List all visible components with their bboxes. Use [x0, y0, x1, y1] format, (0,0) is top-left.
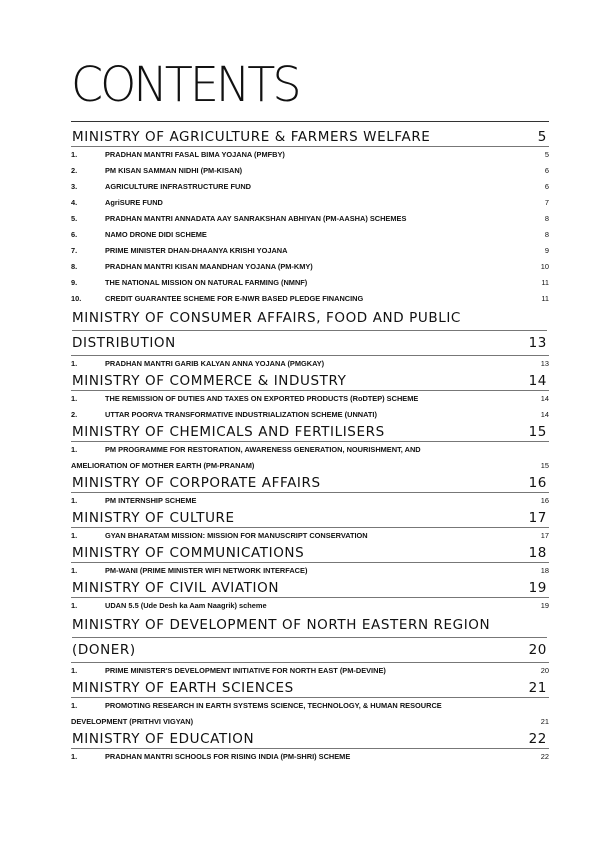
- toc-entry-line: [71, 458, 549, 474]
- entry-number: 9.: [71, 278, 78, 287]
- ministry-page-number: 14: [528, 373, 547, 389]
- toc-entry[interactable]: [71, 259, 549, 275]
- ministry-title: MINISTRY OF AGRICULTURE & FARMERS WELFARE: [72, 129, 431, 145]
- entry-page-number: 13: [540, 359, 549, 368]
- toc-entry[interactable]: [71, 147, 549, 163]
- entry-title: GYAN BHARATAM MISSION: MISSION FOR MANUSCRIPT CONSERVATION: [105, 531, 368, 540]
- entry-page-number: 10: [540, 262, 549, 271]
- entry-title: PRADHAN MANTRI ANNADATA AAY SANRAKSHAN ABHIYAN (PM-AASHA) SCHEMES: [105, 214, 407, 223]
- ministry-heading[interactable]: [71, 679, 549, 698]
- entry-page-number: 6: [544, 182, 549, 191]
- toc-entry[interactable]: [71, 528, 549, 544]
- entry-page-number: 8: [544, 230, 549, 239]
- table-of-contents: [71, 128, 549, 765]
- ministry-heading[interactable]: [71, 474, 549, 493]
- entry-page-number: 9: [544, 246, 549, 255]
- ministry-title: MINISTRY OF CONSUMER AFFAIRS, FOOD AND PUBLIC: [72, 307, 547, 331]
- entry-number: 1.: [71, 359, 78, 368]
- ministry-title: MINISTRY OF CIVIL AVIATION: [72, 580, 280, 596]
- entry-page-number: 5: [544, 150, 549, 159]
- entry-title: AgriSURE FUND: [105, 198, 163, 207]
- toc-entry[interactable]: [71, 227, 549, 243]
- entry-title: PM-WANI (PRIME MINISTER WIFI NETWORK INTERFACE): [105, 566, 308, 575]
- entry-title: PM PROGRAMME FOR RESTORATION, AWARENESS GENERATION, NOURISHMENT, AND: [105, 445, 421, 454]
- ministry-heading[interactable]: [71, 579, 549, 598]
- entry-number: 1.: [71, 496, 78, 505]
- toc-entry[interactable]: [71, 179, 549, 195]
- ministry-heading[interactable]: [71, 128, 549, 147]
- entry-page-number: 7: [544, 198, 549, 207]
- entry-number: 3.: [71, 182, 78, 191]
- toc-entry[interactable]: [71, 563, 549, 579]
- entry-title: THE NATIONAL MISSION ON NATURAL FARMING (NMNF): [105, 278, 308, 287]
- entry-number: 7.: [71, 246, 78, 255]
- entry-title: PRADHAN MANTRI GARIB KALYAN ANNA YOJANA (PMGKAY): [105, 359, 325, 368]
- ministry-page-number: 17: [528, 510, 547, 526]
- ministry-heading[interactable]: [71, 730, 549, 749]
- toc-entry[interactable]: [71, 163, 549, 179]
- entry-page-number: 11: [541, 294, 549, 303]
- entry-title: UTTAR POORVA TRANSFORMATIVE INDUSTRIALIZATION SCHEME (UNNATI): [105, 410, 377, 419]
- toc-entry[interactable]: [71, 493, 549, 509]
- ministry-title: MINISTRY OF EARTH SCIENCES: [72, 680, 294, 696]
- entry-title-cont: AMELIORATION OF MOTHER EARTH (PM-PRANAM): [71, 461, 255, 470]
- toc-entry[interactable]: [71, 291, 549, 307]
- toc-entry[interactable]: [71, 243, 549, 259]
- toc-entry-line: [71, 442, 549, 458]
- toc-entry-line: [71, 714, 549, 730]
- entry-page-number: 8: [544, 214, 549, 223]
- ministry-page-number: 21: [528, 680, 547, 696]
- ministry-page-number: 22: [528, 731, 547, 747]
- entry-page-number: 6: [544, 166, 549, 175]
- entry-page-number: 15: [540, 461, 549, 470]
- entry-title: PRADHAN MANTRI SCHOOLS FOR RISING INDIA (PM-SHRI) SCHEME: [105, 752, 351, 761]
- ministry-title-cont: [72, 331, 547, 355]
- entry-number: 6.: [71, 230, 78, 239]
- toc-entry[interactable]: [71, 749, 549, 765]
- ministry-heading[interactable]: [71, 509, 549, 528]
- ministry-title: MINISTRY OF DEVELOPMENT OF NORTH EASTERN REGION: [72, 614, 547, 638]
- ministry-page-number: 5: [537, 129, 547, 145]
- ministry-page-number: 20: [528, 642, 547, 658]
- ministry-heading[interactable]: [71, 614, 549, 663]
- entry-title-cont: DEVELOPMENT (PRITHVI VIGYAN): [71, 717, 194, 726]
- ministry-title-cont: [72, 638, 547, 662]
- toc-entry[interactable]: [71, 598, 549, 614]
- ministry-title: MINISTRY OF COMMERCE & INDUSTRY: [72, 373, 347, 389]
- entry-number: 5.: [71, 214, 78, 223]
- toc-entry[interactable]: [71, 195, 549, 211]
- entry-number: 1.: [71, 752, 78, 761]
- entry-title: PRIME MINISTER'S DEVELOPMENT INITIATIVE FOR NORTH EAST (PM-DEVINE): [105, 666, 386, 675]
- entry-number: 2.: [71, 410, 78, 419]
- entry-title: CREDIT GUARANTEE SCHEME FOR E-NWR BASED PLEDGE FINANCING: [105, 294, 364, 303]
- entry-number: 8.: [71, 262, 78, 271]
- entry-title: NAMO DRONE DIDI SCHEME: [105, 230, 207, 239]
- entry-title: THE REMISSION OF DUTIES AND TAXES ON EXPORTED PRODUCTS (RoDTEP) SCHEME: [105, 394, 419, 403]
- ministry-title: MINISTRY OF CULTURE: [72, 510, 235, 526]
- toc-entry[interactable]: [71, 442, 549, 474]
- entry-title: AGRICULTURE INFRASTRUCTURE FUND: [105, 182, 252, 191]
- toc-entry[interactable]: [71, 275, 549, 291]
- ministry-heading[interactable]: [71, 372, 549, 391]
- ministry-page-number: 18: [528, 545, 547, 561]
- entry-page-number: 17: [540, 531, 549, 540]
- toc-entry[interactable]: [71, 407, 549, 423]
- entry-title: UDAN 5.5 (Ude Desh ka Aam Naagrik) scheme: [105, 601, 267, 610]
- entry-title: PROMOTING RESEARCH IN EARTH SYSTEMS SCIENCE, TECHNOLOGY, & HUMAN RESOURCE: [105, 701, 442, 710]
- entry-number: 1.: [71, 394, 78, 403]
- toc-entry[interactable]: [71, 663, 549, 679]
- page-title: CONTENTS: [71, 55, 299, 113]
- entry-page-number: 14: [540, 394, 549, 403]
- entry-number: 4.: [71, 198, 78, 207]
- toc-entry[interactable]: [71, 356, 549, 372]
- ministry-heading[interactable]: [71, 544, 549, 563]
- entry-page-number: 19: [540, 601, 549, 610]
- entry-number: 1.: [71, 566, 78, 575]
- entry-page-number: 16: [540, 496, 549, 505]
- entry-number: 10.: [71, 294, 82, 303]
- ministry-page-number: 19: [528, 580, 547, 596]
- entry-number: 1.: [71, 601, 78, 610]
- entry-page-number: 11: [541, 278, 549, 287]
- ministry-title: MINISTRY OF COMMUNICATIONS: [72, 545, 305, 561]
- entry-title: PM KISAN SAMMAN NIDHI (PM-KISAN): [105, 166, 243, 175]
- entry-page-number: 21: [540, 717, 549, 726]
- entry-title: PRIME MINISTER DHAN-DHAANYA KRISHI YOJANA: [105, 246, 288, 255]
- ministry-page-number: 15: [528, 424, 547, 440]
- ministry-title: MINISTRY OF CORPORATE AFFAIRS: [72, 475, 321, 491]
- entry-page-number: 22: [540, 752, 549, 761]
- toc-entry[interactable]: [71, 698, 549, 730]
- ministry-title: MINISTRY OF CHEMICALS AND FERTILISERS: [72, 424, 385, 440]
- toc-entry[interactable]: [71, 211, 549, 227]
- ministry-page-number: 16: [528, 475, 547, 491]
- ministry-title: MINISTRY OF EDUCATION: [72, 731, 255, 747]
- ministry-title-line2: DISTRIBUTION: [72, 335, 176, 351]
- entry-page-number: 20: [540, 666, 549, 675]
- entry-number: 1.: [71, 701, 78, 710]
- entry-number: 2.: [71, 166, 78, 175]
- entry-page-number: 14: [540, 410, 549, 419]
- ministry-title-line2: (DONER): [72, 642, 136, 658]
- ministry-heading[interactable]: [71, 307, 549, 356]
- entry-title: PM INTERNSHIP SCHEME: [105, 496, 197, 505]
- toc-entry-line: [71, 698, 549, 714]
- ministry-heading[interactable]: [71, 423, 549, 442]
- title-divider: [71, 121, 549, 122]
- entry-number: 1.: [71, 445, 78, 454]
- entry-title: PRADHAN MANTRI FASAL BIMA YOJANA (PMFBY): [105, 150, 285, 159]
- entry-page-number: 18: [540, 566, 549, 575]
- entry-number: 1.: [71, 531, 78, 540]
- entry-title: PRADHAN MANTRI KISAN MAANDHAN YOJANA (PM-KMY): [105, 262, 313, 271]
- entry-number: 1.: [71, 150, 78, 159]
- toc-entry[interactable]: [71, 391, 549, 407]
- ministry-page-number: 13: [528, 335, 547, 351]
- entry-number: 1.: [71, 666, 78, 675]
